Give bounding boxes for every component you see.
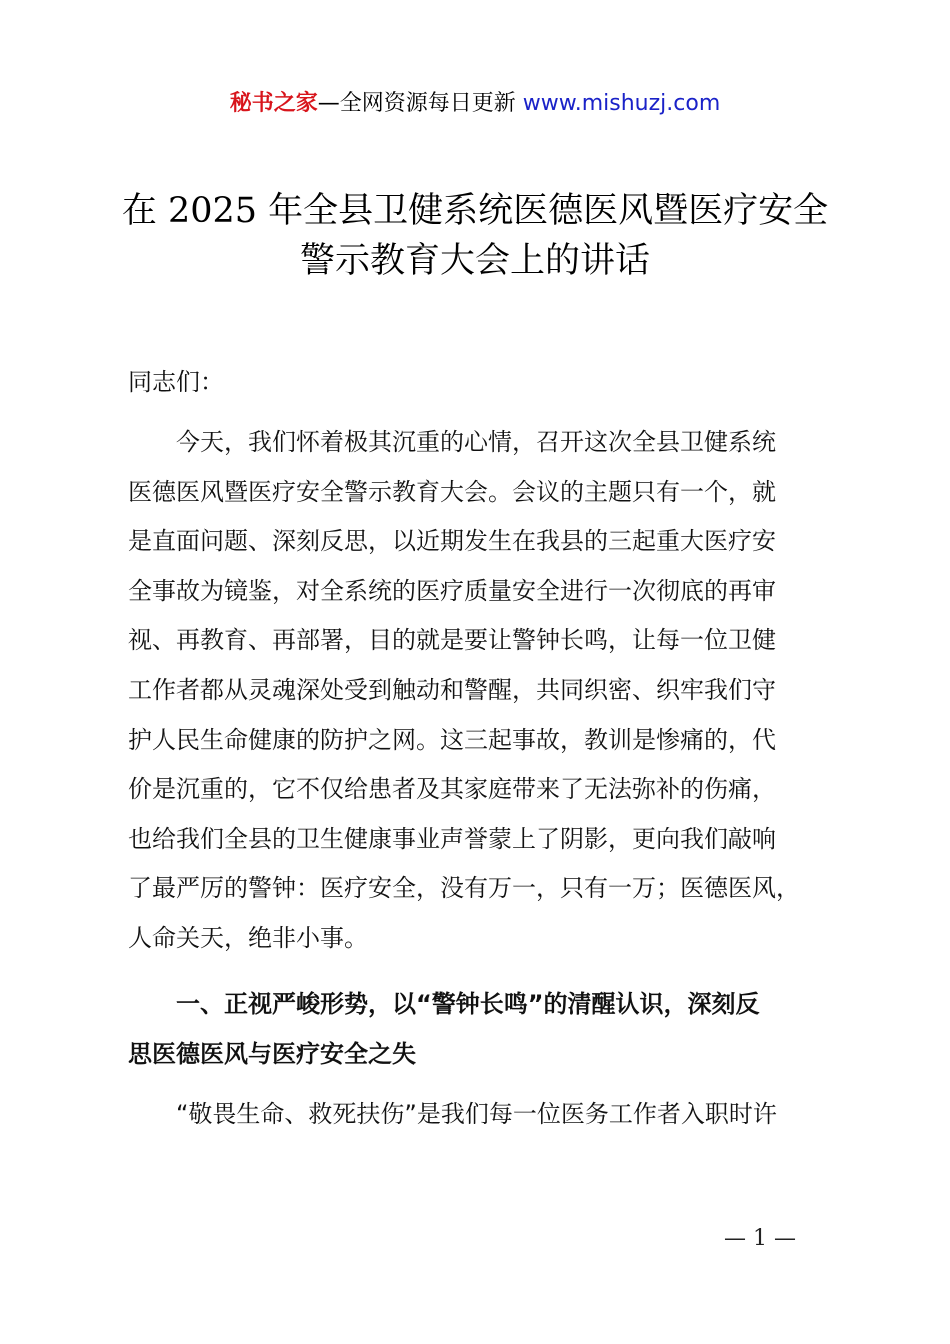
paragraph-line: 医德医风暨医疗安全警示教育大会。会议的主题只有一个，就	[128, 477, 776, 506]
site-header	[0, 88, 950, 120]
paragraph-line: 价是沉重的，它不仅给患者及其家庭带来了无法弥补的伤痛，	[128, 775, 776, 804]
document-title-line: 警示教育大会上的讲话	[299, 241, 650, 281]
paragraph-opening	[128, 418, 848, 964]
paragraph-line: 护人民生命健康的防护之网。这三起事故，教训是惨痛的，代	[128, 725, 776, 754]
section-heading-1	[128, 980, 848, 1079]
site-name: 秘书之家	[229, 91, 318, 116]
paragraph-line: 了最严厉的警钟：医疗安全，没有万一，只有一万；医德医风，	[128, 874, 800, 903]
paragraph-line: 工作者都从灵魂深处受到触动和警醒，共同织密、织牢我们守	[128, 675, 776, 704]
page-number: — 1 —	[724, 1226, 796, 1251]
paragraph-line: 人命关天，绝非小事。	[128, 923, 368, 952]
paragraph-section-1	[128, 1090, 848, 1140]
paragraph-line: 视、再教育、再部署，目的就是要让警钟长鸣，让每一位卫健	[128, 626, 776, 655]
paragraph-line: “敬畏生命、救死扶伤”是我们每一位医务工作者入职时许	[176, 1100, 777, 1128]
site-tagline: —全网资源每日更新	[317, 91, 516, 116]
document-title	[100, 186, 850, 286]
heading-line: 一、正视严峻形势，以“警钟长鸣”的清醒认识，深刻反	[176, 990, 760, 1018]
heading-line: 思医德医风与医疗安全之失	[128, 1039, 416, 1068]
salutation	[128, 358, 848, 408]
salutation-text: 同志们：	[128, 368, 224, 396]
paragraph-line: 也给我们全县的卫生健康事业声誉蒙上了阴影，更向我们敲响	[128, 824, 776, 853]
document-title-line: 在 2025 年全县卫健系统医德医风暨医疗安全	[121, 191, 829, 231]
site-url-link[interactable]: www.mishuzj.com	[522, 91, 721, 116]
paragraph-line: 全事故为镜鉴，对全系统的医疗质量安全进行一次彻底的再审	[128, 576, 776, 605]
paragraph-line: 今天，我们怀着极其沉重的心情，召开这次全县卫健系统	[176, 428, 776, 456]
paragraph-line: 是直面问题、深刻反思，以近期发生在我县的三起重大医疗安	[128, 527, 776, 556]
